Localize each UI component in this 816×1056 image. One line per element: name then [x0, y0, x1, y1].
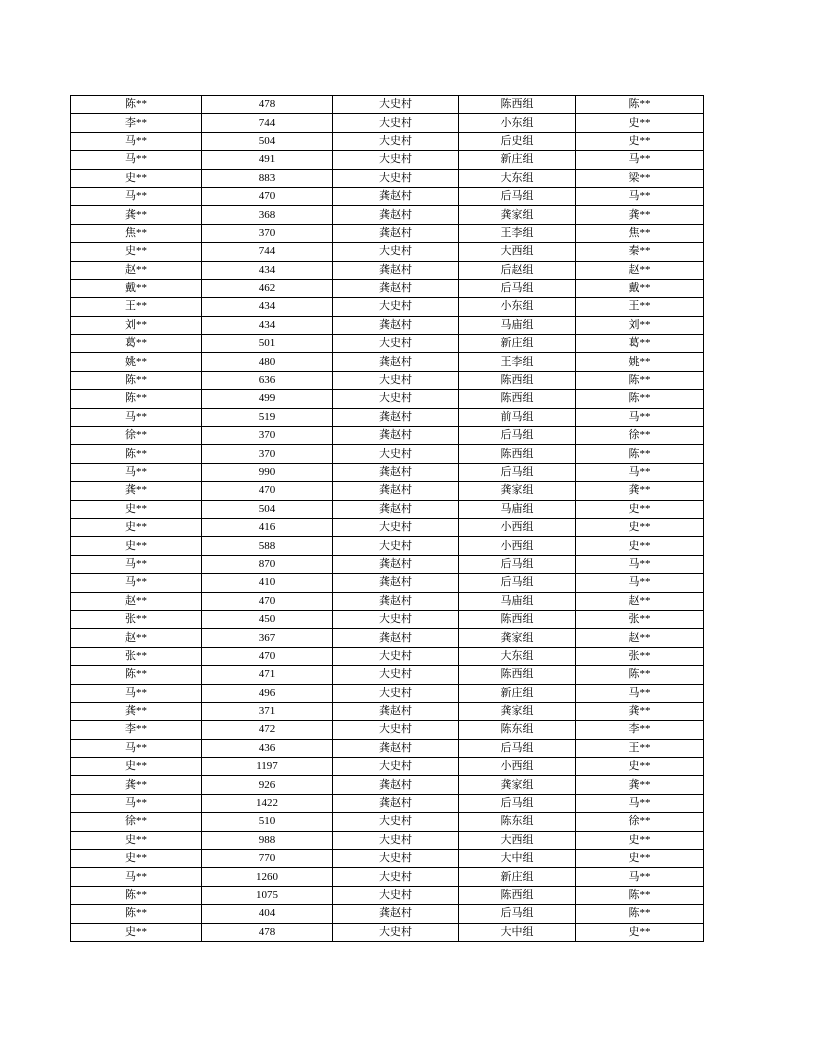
table-cell: 史** [576, 850, 704, 868]
table-row [71, 298, 704, 316]
table-cell: 470 [202, 592, 333, 610]
table-cell: 龚** [576, 776, 704, 794]
table-cell: 小西组 [459, 758, 576, 776]
table-cell: 883 [202, 169, 333, 187]
table-row [71, 500, 704, 518]
table-row [71, 371, 704, 389]
table-cell: 小东组 [459, 298, 576, 316]
table-row [71, 537, 704, 555]
table-cell: 大史村 [333, 647, 459, 665]
table-cell: 龚赵村 [333, 224, 459, 242]
table-row [71, 794, 704, 812]
table-row [71, 574, 704, 592]
table-cell: 史** [576, 518, 704, 536]
table-cell: 龚赵村 [333, 187, 459, 205]
table-cell: 葛** [71, 335, 202, 353]
table-cell: 大史村 [333, 518, 459, 536]
table-cell: 张** [71, 647, 202, 665]
table-cell: 410 [202, 574, 333, 592]
table-row [71, 684, 704, 702]
table-cell: 马** [71, 574, 202, 592]
table-cell: 史** [71, 923, 202, 941]
table-cell: 990 [202, 463, 333, 481]
table-cell: 马** [71, 868, 202, 886]
table-cell: 大史村 [333, 721, 459, 739]
table-cell: 龚** [71, 482, 202, 500]
table-cell: 陈** [71, 886, 202, 904]
table-cell: 戴** [71, 279, 202, 297]
table-cell: 赵** [71, 592, 202, 610]
table-row [71, 316, 704, 334]
table-cell: 马庙组 [459, 316, 576, 334]
table-row [71, 813, 704, 831]
table-cell: 1422 [202, 794, 333, 812]
table-cell: 史** [71, 518, 202, 536]
table-cell: 陈西组 [459, 610, 576, 628]
table-cell: 370 [202, 224, 333, 242]
table-row [71, 776, 704, 794]
table-cell: 史** [576, 537, 704, 555]
table-cell: 404 [202, 905, 333, 923]
table-cell: 926 [202, 776, 333, 794]
table-row [71, 666, 704, 684]
table-row [71, 758, 704, 776]
table-cell: 大史村 [333, 114, 459, 132]
table-cell: 大史村 [333, 537, 459, 555]
table-cell: 后马组 [459, 463, 576, 481]
table-cell: 马庙组 [459, 592, 576, 610]
table-cell: 前马组 [459, 408, 576, 426]
table-cell: 马** [576, 187, 704, 205]
table-cell: 陈西组 [459, 371, 576, 389]
table-cell: 龚赵村 [333, 794, 459, 812]
table-cell: 龚赵村 [333, 702, 459, 720]
table-cell: 大史村 [333, 868, 459, 886]
table-cell: 陈西组 [459, 886, 576, 904]
table-cell: 陈** [71, 905, 202, 923]
table-row [71, 610, 704, 628]
table-cell: 大史村 [333, 445, 459, 463]
table-cell: 小西组 [459, 518, 576, 536]
table-cell: 470 [202, 187, 333, 205]
table-row [71, 132, 704, 150]
table-row [71, 243, 704, 261]
table-cell: 636 [202, 371, 333, 389]
table-cell: 龚赵村 [333, 482, 459, 500]
table-cell: 龚赵村 [333, 408, 459, 426]
table-cell: 刘** [576, 316, 704, 334]
table-cell: 马** [71, 187, 202, 205]
table-cell: 陈西组 [459, 666, 576, 684]
table-cell: 龚赵村 [333, 206, 459, 224]
table-cell: 马** [71, 555, 202, 573]
table-row [71, 923, 704, 941]
table-cell: 马** [71, 739, 202, 757]
table-cell: 504 [202, 132, 333, 150]
table-cell: 马** [576, 794, 704, 812]
table-cell: 471 [202, 666, 333, 684]
table-cell: 龚赵村 [333, 574, 459, 592]
table-row [71, 629, 704, 647]
table-row [71, 721, 704, 739]
table-cell: 李** [576, 721, 704, 739]
table-row [71, 187, 704, 205]
table-cell: 大史村 [333, 684, 459, 702]
table-cell: 史** [576, 831, 704, 849]
table-cell: 470 [202, 647, 333, 665]
table-row [71, 905, 704, 923]
table-cell: 新庄组 [459, 151, 576, 169]
table-cell: 马** [576, 463, 704, 481]
table-row [71, 868, 704, 886]
table-row [71, 463, 704, 481]
table-cell: 501 [202, 335, 333, 353]
table-cell: 大史村 [333, 390, 459, 408]
table-cell: 新庄组 [459, 868, 576, 886]
table-cell: 李** [71, 114, 202, 132]
table-row [71, 96, 704, 114]
table-cell: 陈** [576, 905, 704, 923]
table-cell: 大史村 [333, 169, 459, 187]
table-cell: 陈西组 [459, 445, 576, 463]
table-cell: 371 [202, 702, 333, 720]
table-cell: 大史村 [333, 850, 459, 868]
table-cell: 陈** [576, 371, 704, 389]
table-cell: 马** [576, 684, 704, 702]
table-cell: 496 [202, 684, 333, 702]
table-cell: 王** [576, 739, 704, 757]
table-cell: 史** [576, 923, 704, 941]
table-cell: 陈** [71, 666, 202, 684]
table-cell: 370 [202, 427, 333, 445]
table-cell: 马** [71, 684, 202, 702]
table-cell: 大史村 [333, 758, 459, 776]
table-row [71, 353, 704, 371]
table-cell: 大史村 [333, 132, 459, 150]
table-cell: 陈** [576, 390, 704, 408]
table-cell: 大史村 [333, 335, 459, 353]
table-cell: 李** [71, 721, 202, 739]
table-cell: 龚赵村 [333, 316, 459, 334]
table-cell: 史** [71, 831, 202, 849]
table-cell: 大史村 [333, 813, 459, 831]
table-cell: 马** [71, 151, 202, 169]
table-cell: 陈东组 [459, 721, 576, 739]
table-cell: 葛** [576, 335, 704, 353]
table-row [71, 206, 704, 224]
table-row [71, 831, 704, 849]
table-cell: 大史村 [333, 923, 459, 941]
table-cell: 姚** [576, 353, 704, 371]
table-cell: 大西组 [459, 243, 576, 261]
table-cell: 1197 [202, 758, 333, 776]
table-cell: 龚赵村 [333, 261, 459, 279]
table-cell: 后史组 [459, 132, 576, 150]
table-cell: 491 [202, 151, 333, 169]
table-cell: 后马组 [459, 187, 576, 205]
table-cell: 龚赵村 [333, 592, 459, 610]
table-cell: 大史村 [333, 243, 459, 261]
table-row [71, 224, 704, 242]
table-cell: 史** [71, 169, 202, 187]
table-cell: 史** [576, 500, 704, 518]
table-cell: 大中组 [459, 923, 576, 941]
table-row [71, 261, 704, 279]
table-cell: 陈西组 [459, 390, 576, 408]
table-cell: 史** [71, 850, 202, 868]
table-cell: 赵** [576, 592, 704, 610]
table-cell: 徐** [71, 813, 202, 831]
table-row [71, 390, 704, 408]
table-cell: 龚** [576, 206, 704, 224]
table-cell: 张** [71, 610, 202, 628]
table-cell: 王** [71, 298, 202, 316]
table-cell: 大史村 [333, 371, 459, 389]
table-cell: 新庄组 [459, 335, 576, 353]
table-cell: 陈** [71, 445, 202, 463]
table-cell: 龚赵村 [333, 739, 459, 757]
table-cell: 后马组 [459, 279, 576, 297]
table-cell: 龚家组 [459, 629, 576, 647]
table-cell: 小西组 [459, 537, 576, 555]
table-cell: 陈** [71, 390, 202, 408]
table-cell: 龚赵村 [333, 776, 459, 794]
table-cell: 马** [71, 132, 202, 150]
table-cell: 大东组 [459, 169, 576, 187]
table-cell: 戴** [576, 279, 704, 297]
table-cell: 陈** [576, 96, 704, 114]
table-cell: 744 [202, 114, 333, 132]
table-cell: 大东组 [459, 647, 576, 665]
table-cell: 赵** [71, 261, 202, 279]
table-cell: 后马组 [459, 794, 576, 812]
table-cell: 480 [202, 353, 333, 371]
table-cell: 龚家组 [459, 206, 576, 224]
table-cell: 870 [202, 555, 333, 573]
table-cell: 大史村 [333, 151, 459, 169]
table-cell: 499 [202, 390, 333, 408]
table-cell: 龚** [71, 702, 202, 720]
table-cell: 988 [202, 831, 333, 849]
table-cell: 陈** [576, 886, 704, 904]
table-cell: 赵** [71, 629, 202, 647]
table-cell: 436 [202, 739, 333, 757]
table-cell: 马** [71, 463, 202, 481]
table-cell: 后马组 [459, 427, 576, 445]
table-cell: 大史村 [333, 610, 459, 628]
table-row [71, 702, 704, 720]
table-cell: 陈东组 [459, 813, 576, 831]
table-cell: 519 [202, 408, 333, 426]
table-cell: 后马组 [459, 905, 576, 923]
table-cell: 龚** [576, 482, 704, 500]
table-cell: 王李组 [459, 224, 576, 242]
table-cell: 陈** [71, 371, 202, 389]
table-cell: 马庙组 [459, 500, 576, 518]
table-cell: 450 [202, 610, 333, 628]
table-cell: 赵** [576, 629, 704, 647]
table-cell: 陈** [576, 666, 704, 684]
table-cell: 史** [71, 537, 202, 555]
table-row [71, 335, 704, 353]
table-cell: 马** [71, 408, 202, 426]
table-cell: 马** [576, 408, 704, 426]
table-cell: 焦** [576, 224, 704, 242]
table-cell: 367 [202, 629, 333, 647]
table-body [71, 96, 704, 942]
table-cell: 徐** [576, 813, 704, 831]
table-cell: 龚** [576, 702, 704, 720]
table-cell: 史** [71, 500, 202, 518]
table-cell: 姚** [71, 353, 202, 371]
table-cell: 陈** [71, 96, 202, 114]
table-cell: 王** [576, 298, 704, 316]
table-cell: 大史村 [333, 831, 459, 849]
table-cell: 478 [202, 923, 333, 941]
table-cell: 史** [576, 758, 704, 776]
table-cell: 龚赵村 [333, 463, 459, 481]
table-cell: 史** [71, 758, 202, 776]
table-cell: 1075 [202, 886, 333, 904]
table-cell: 龚家组 [459, 702, 576, 720]
table-row [71, 151, 704, 169]
table-cell: 744 [202, 243, 333, 261]
table-cell: 龚赵村 [333, 500, 459, 518]
table-cell: 1260 [202, 868, 333, 886]
table-cell: 马** [576, 868, 704, 886]
table-cell: 龚赵村 [333, 629, 459, 647]
table-row [71, 886, 704, 904]
table-cell: 焦** [71, 224, 202, 242]
table-cell: 新庄组 [459, 684, 576, 702]
table-cell: 马** [71, 794, 202, 812]
table-cell: 陈西组 [459, 96, 576, 114]
table-cell: 张** [576, 647, 704, 665]
table-cell: 462 [202, 279, 333, 297]
table-cell: 马** [576, 574, 704, 592]
table-cell: 史** [576, 114, 704, 132]
table-row [71, 427, 704, 445]
table-cell: 龚** [71, 206, 202, 224]
table-cell: 434 [202, 298, 333, 316]
table-cell: 后马组 [459, 555, 576, 573]
table-row [71, 592, 704, 610]
table-row [71, 169, 704, 187]
table-cell: 588 [202, 537, 333, 555]
table-cell: 大史村 [333, 666, 459, 684]
table-cell: 770 [202, 850, 333, 868]
table-cell: 龚家组 [459, 482, 576, 500]
table-cell: 416 [202, 518, 333, 536]
table-cell: 小东组 [459, 114, 576, 132]
table-row [71, 279, 704, 297]
table-cell: 龚赵村 [333, 427, 459, 445]
data-table [70, 95, 704, 942]
table-cell: 龚** [71, 776, 202, 794]
table-row [71, 445, 704, 463]
table-cell: 马** [576, 151, 704, 169]
table-cell: 504 [202, 500, 333, 518]
table-cell: 刘** [71, 316, 202, 334]
table-cell: 马** [576, 555, 704, 573]
table-row [71, 408, 704, 426]
table-cell: 徐** [576, 427, 704, 445]
table-cell: 秦** [576, 243, 704, 261]
table-cell: 龚赵村 [333, 353, 459, 371]
table-row [71, 850, 704, 868]
table-cell: 大史村 [333, 298, 459, 316]
table-row [71, 647, 704, 665]
table-cell: 478 [202, 96, 333, 114]
table-cell: 后赵组 [459, 261, 576, 279]
table-row [71, 518, 704, 536]
table-cell: 史** [576, 132, 704, 150]
table-row [71, 482, 704, 500]
table-cell: 大史村 [333, 886, 459, 904]
table-cell: 后马组 [459, 574, 576, 592]
table-row [71, 739, 704, 757]
table-cell: 434 [202, 261, 333, 279]
table-cell: 470 [202, 482, 333, 500]
table-cell: 龚家组 [459, 776, 576, 794]
table-cell: 张** [576, 610, 704, 628]
table-cell: 后马组 [459, 739, 576, 757]
table-cell: 王李组 [459, 353, 576, 371]
table-cell: 龚赵村 [333, 279, 459, 297]
table-cell: 368 [202, 206, 333, 224]
table-cell: 472 [202, 721, 333, 739]
table-cell: 大西组 [459, 831, 576, 849]
table-cell: 陈** [576, 445, 704, 463]
table-row [71, 114, 704, 132]
table-cell: 大史村 [333, 96, 459, 114]
table-cell: 徐** [71, 427, 202, 445]
table-cell: 370 [202, 445, 333, 463]
table-cell: 龚赵村 [333, 555, 459, 573]
table-cell: 510 [202, 813, 333, 831]
table-cell: 龚赵村 [333, 905, 459, 923]
table-cell: 大中组 [459, 850, 576, 868]
table-cell: 赵** [576, 261, 704, 279]
table-row [71, 555, 704, 573]
table-cell: 史** [71, 243, 202, 261]
table-cell: 434 [202, 316, 333, 334]
table-cell: 梁** [576, 169, 704, 187]
